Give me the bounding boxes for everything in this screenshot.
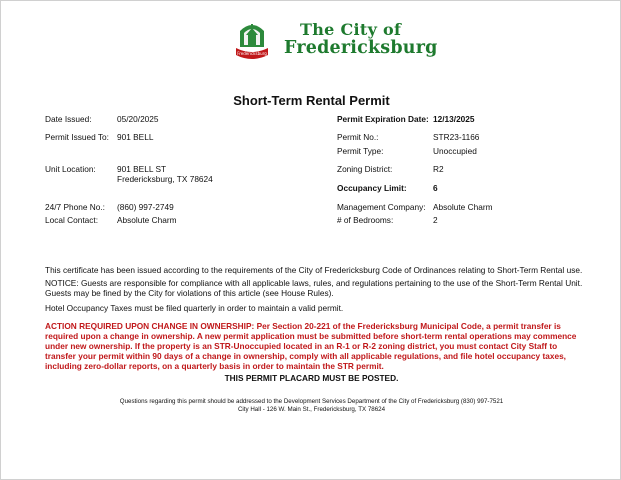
zoning-label: Zoning District: [337, 164, 393, 174]
management-label: Management Company: [337, 202, 426, 212]
local-contact-value: Absolute Charm [117, 215, 177, 225]
expiration-label: Permit Expiration Date: [337, 114, 429, 124]
footer-address-line: City Hall - 126 W. Main St., Fredericksburg, TX 78624 [237, 406, 386, 413]
certificate-text: This certificate has been issued according to the requirements of the City of Fredericksburg Code of Ordinances relating to Short-Term Rental use. [45, 265, 583, 275]
expiration-value: 12/13/2025 [433, 114, 475, 124]
hotel-tax-text: Hotel Occupancy Taxes must be filed quarterly in order to maintain a valid permit. [45, 303, 344, 313]
seal-ribbon-text: Fredericksburg [237, 51, 267, 56]
management-value: Absolute Charm [433, 202, 493, 212]
date-issued-value: 05/20/2025 [117, 114, 159, 124]
phone-label: 24/7 Phone No.: [45, 202, 105, 212]
posting-notice: THIS PERMIT PLACARD MUST BE POSTED. [224, 373, 399, 383]
permit-no-value: STR23-1166 [433, 132, 480, 142]
zoning-value: R2 [433, 164, 444, 174]
logo-title-line2: Fredericksburg [284, 38, 438, 58]
permit-type-label: Permit Type: [337, 146, 384, 156]
occupancy-value: 6 [433, 183, 438, 193]
unit-location-line1: 901 BELL ST [117, 164, 167, 174]
unit-location-label: Unit Location: [45, 164, 96, 174]
bedrooms-label: # of Bedrooms: [337, 215, 394, 225]
date-issued-label: Date Issued: [45, 114, 92, 124]
phone-value: (860) 997-2749 [117, 202, 174, 212]
permit-no-label: Permit No.: [337, 132, 379, 142]
city-seal-icon [234, 17, 270, 63]
occupancy-label: Occupancy Limit: [337, 183, 407, 193]
page-title: Short-Term Rental Permit [233, 93, 390, 108]
bedrooms-value: 2 [433, 215, 438, 225]
footer-contact-line: Questions regarding this permit should be addressed to the Development Services Department of the City of Fredericksburg (830) 997-7521 [119, 398, 504, 405]
logo-title-line1: The City of [300, 20, 402, 39]
permit-type-value: Unoccupied [433, 146, 477, 156]
issued-to-label: Permit Issued To: [45, 132, 109, 142]
notice-text: NOTICE: Guests are responsible for compliance with all applicable laws, rules, and regulations pertaining to the use of the Short-Term Rental Unit. Guests may be fined by the City for violations of this article (see House Rules). [45, 278, 583, 298]
unit-location-line2: Fredericksburg, TX 78624 [117, 174, 213, 184]
issued-to-value: 901 BELL [117, 132, 154, 142]
ownership-change-alert: ACTION REQUIRED UPON CHANGE IN OWNERSHIP: Per Section 20-221 of the Fredericksburg Municipal Code, a permit transfer is required upon a change in ownership. A new permit application must be submitted before short-term rental operations may commence under new ownership. If the property is an STR-Unoccupied located in an R-1 or R-2 zoning district, you must contact City Staff to transfer your permit within 90 days of a change in ownership, comply with all applicable regulations, and file hotel occupancy taxes, including zero-dollar reports, on a quarterly basis in order to maintain the STR permit. [45, 321, 577, 371]
local-contact-label: Local Contact: [45, 215, 99, 225]
